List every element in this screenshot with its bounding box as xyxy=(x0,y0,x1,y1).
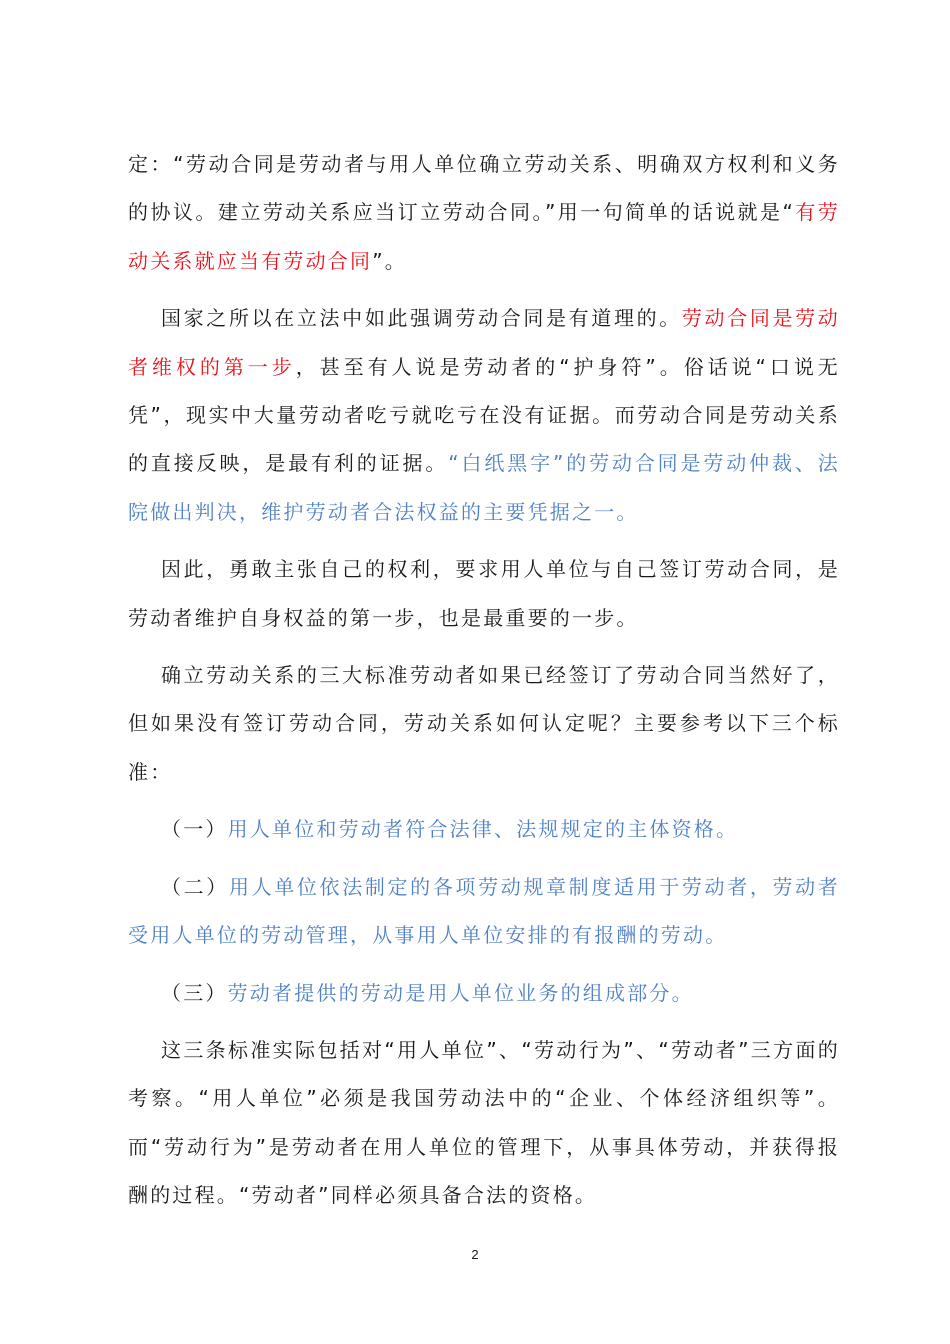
highlight-red: 劳动合同是劳动者维权的第一步 xyxy=(128,306,840,379)
document-body xyxy=(128,140,840,1229)
text-run: ”。 xyxy=(372,248,407,273)
list-item-standard-2 xyxy=(128,863,840,960)
text-run: 确立劳动关系的三大标准劳动者如果已经签订了劳动合同当然好了，但如果没有签订劳动合同，劳动关系如何认定呢？主要参考以下三个标准： xyxy=(128,663,840,784)
paragraph-standards-explanation xyxy=(128,1026,840,1220)
list-item-standard-1 xyxy=(128,805,840,853)
text-run: 因此，勇敢主张自己的权利，要求用人单位与自己签订劳动合同，是劳动者维护自身权益的第一步，也是最重要的一步。 xyxy=(128,557,840,630)
paragraph-three-standards-intro xyxy=(128,651,840,796)
highlight-blue: 用人单位和劳动者符合法律、法规规定的主体资格。 xyxy=(227,817,739,842)
text-run: 定：“劳动合同是劳动者与用人单位确立劳动关系、明确双方权利和义务的协议。建立劳动关系应当订立劳动合同。”用一句简单的话说就是“ xyxy=(128,152,840,225)
highlight-red: 有劳动关系就应当有劳动合同 xyxy=(128,200,840,273)
text-run: 国家之所以在立法中如此强调劳动合同是有道理的。 xyxy=(161,306,682,331)
highlight-blue: 劳动者提供的劳动是用人单位业务的组成部分。 xyxy=(227,980,694,1005)
list-marker: （三） xyxy=(161,980,228,1005)
list-marker: （二） xyxy=(161,874,229,899)
page-number: 2 xyxy=(471,1247,479,1262)
paragraph-contract-importance xyxy=(128,294,840,536)
text-run: ，甚至有人说是劳动者的“护身符”。俗话说“口说无凭”，现实中大量劳动者吃亏就吃亏在没有证据。而劳动合同是劳动关系的直接反映，是最有利的证据。 xyxy=(128,354,840,476)
highlight-blue: “白纸黑字”的劳动合同是劳动仲裁、法院做出判决，维护劳动者合法权益的主要凭据之一。 xyxy=(128,451,840,524)
text-run: 这三条标准实际包括对“用人单位”、“劳动行为”、“劳动者”三方面的考察。“用人单位”必须是我国劳动法中的“企业、个体经济组织等”。而“劳动行为”是劳动者在用人单位的管理下，从事具体劳动，并获得报酬的过程。“劳动者”同样必须具备合法的资格。 xyxy=(128,1037,840,1208)
paragraph-assert-rights xyxy=(128,545,840,642)
highlight-blue: 用人单位依法制定的各项劳动规章制度适用于劳动者，劳动者受用人单位的劳动管理，从事用人单位安排的有报酬的劳动。 xyxy=(128,874,840,948)
paragraph-contract-definition xyxy=(128,140,840,285)
list-item-standard-3 xyxy=(128,969,840,1017)
list-marker: （一） xyxy=(161,817,228,842)
